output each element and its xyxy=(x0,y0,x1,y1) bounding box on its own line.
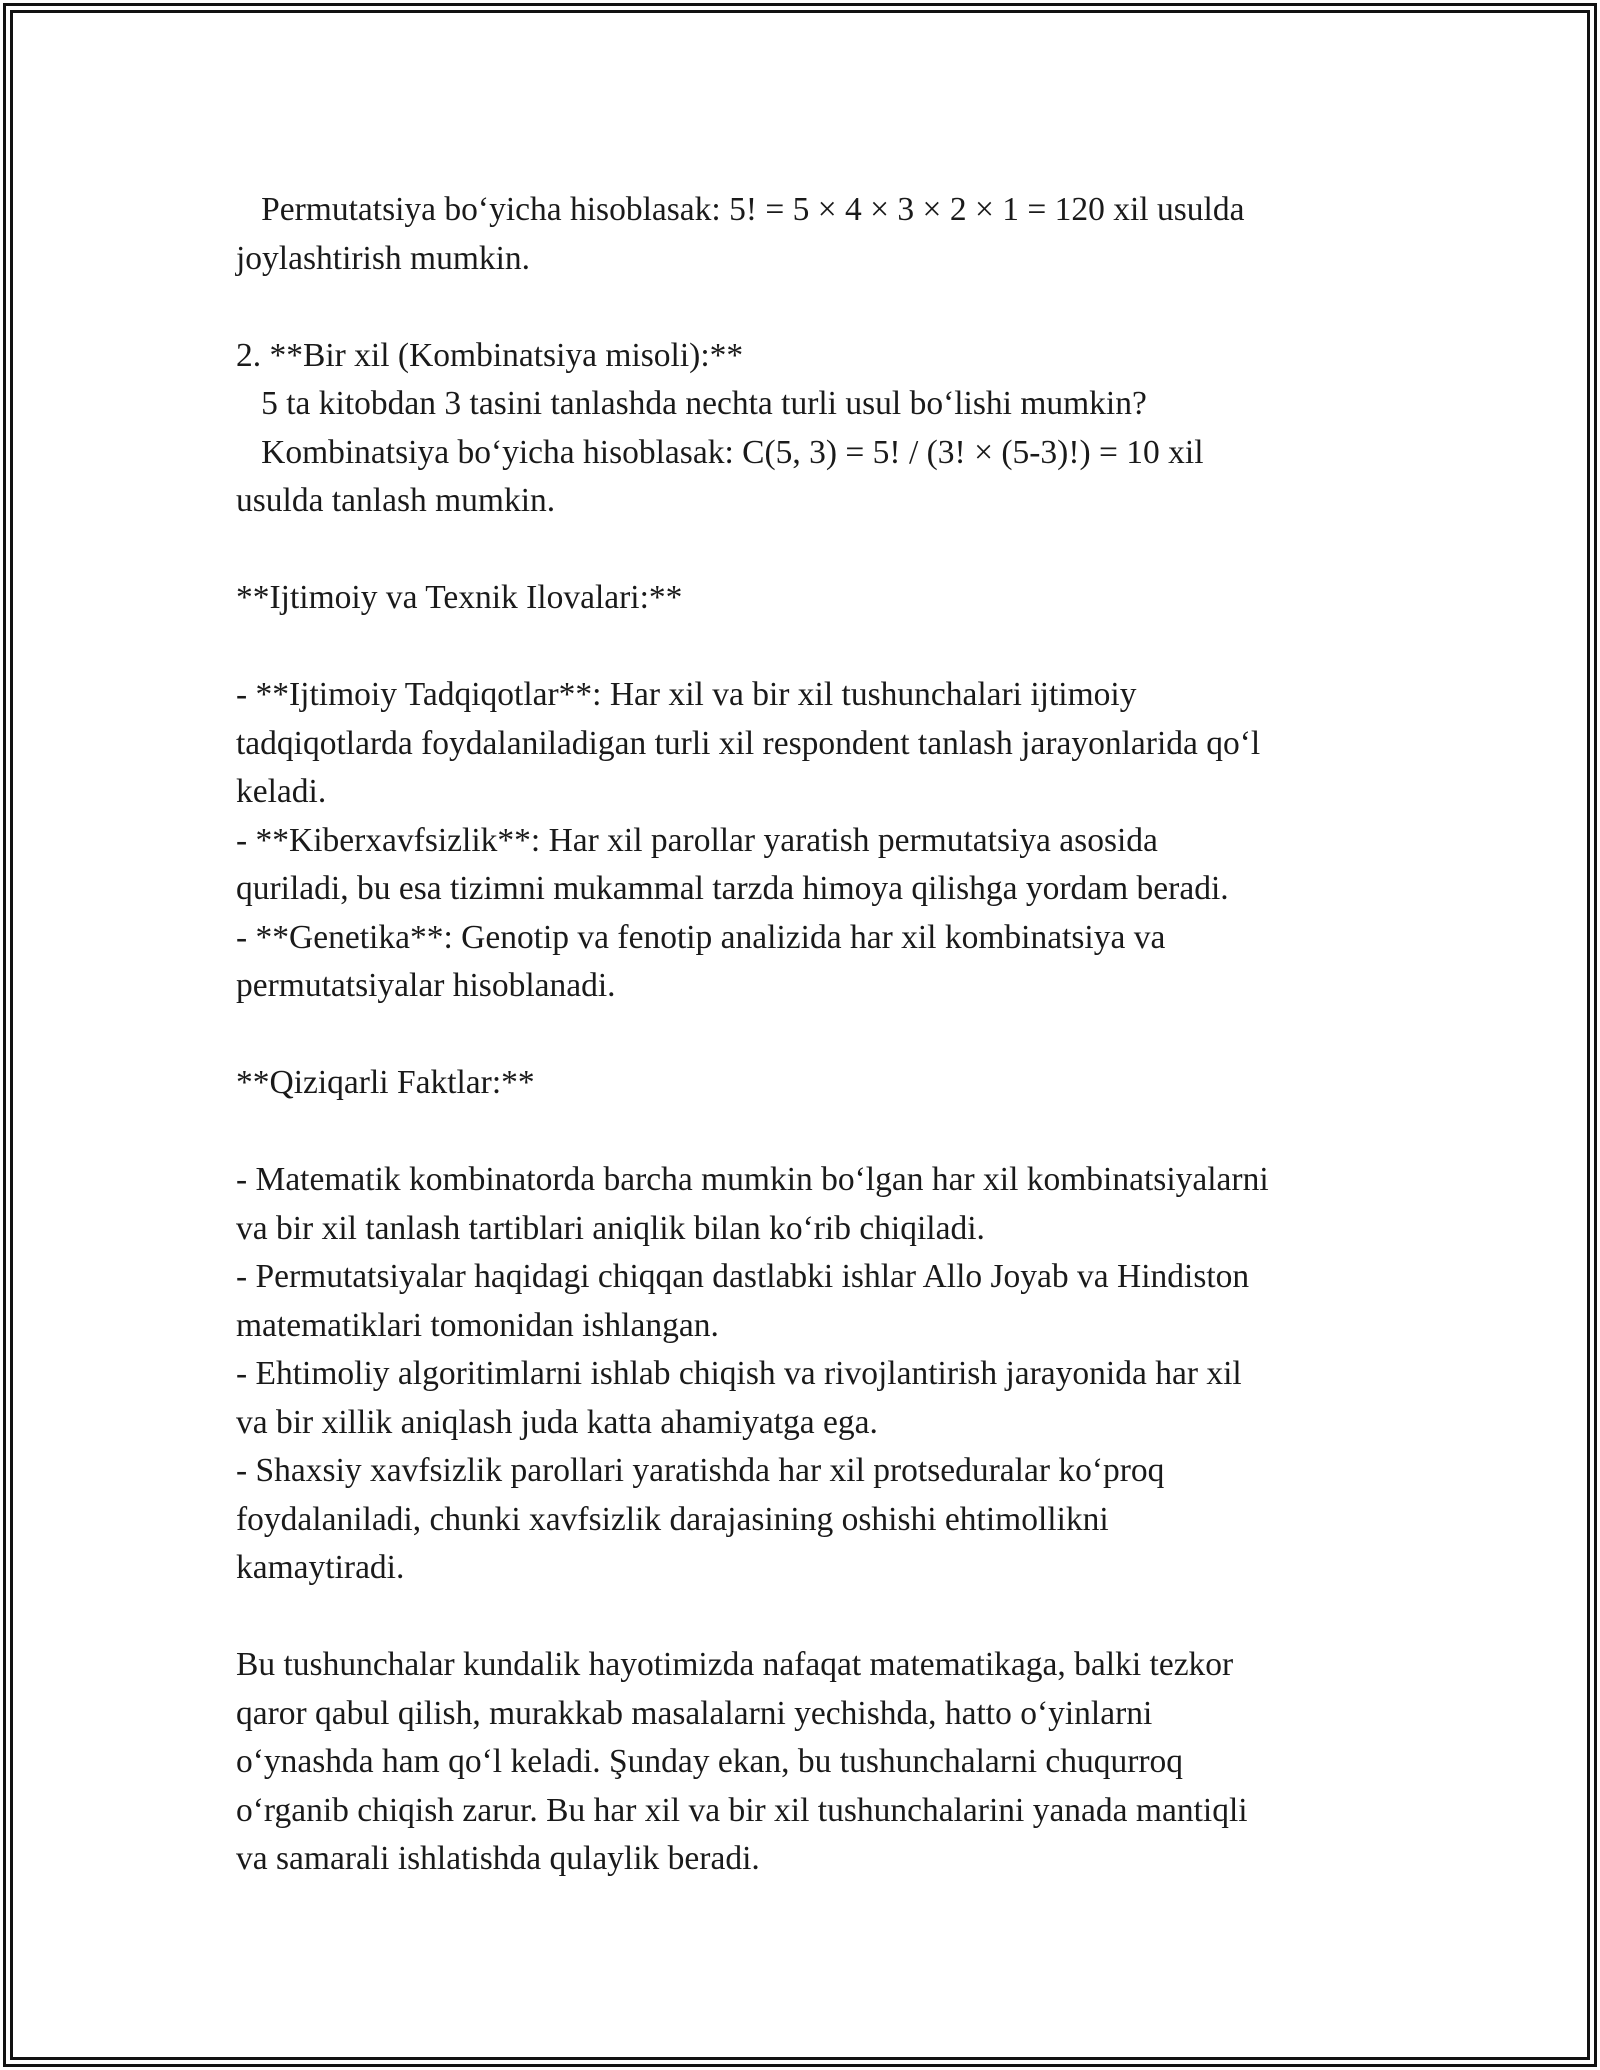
text-line: va bir xil tanlash tartiblari aniqlik bilan ko‘rib chiqiladi. xyxy=(236,1209,985,1247)
text-line: - Shaxsiy xavfsizlik parollari yaratishda har xil protseduralar ko‘proq xyxy=(236,1452,1165,1489)
text-line: quriladi, bu esa tizimni mukammal tarzda himoya qilishga yordam beradi. xyxy=(236,870,1229,907)
document-body xyxy=(236,186,1386,1884)
text-line: joylashtirish mumkin. xyxy=(236,239,531,277)
text-line: kamaytiradi. xyxy=(236,1549,405,1586)
blank-line xyxy=(236,1593,1386,1642)
text-line: va samarali ishlatishda qulaylik beradi. xyxy=(236,1840,760,1877)
text-line: o‘ynashda ham qo‘l keladi. Şunday ekan, bu tushunchalarni chuqurroq xyxy=(236,1743,1184,1780)
blank-line xyxy=(236,1011,1386,1060)
text-line: - **Genetika**: Genotip va fenotip analizida har xil kombinatsiya va xyxy=(236,918,1166,956)
text-line: matematiklari tomonidan ishlangan. xyxy=(236,1306,719,1344)
text-line: foydalaniladi, chunki xavfsizlik darajasining oshishi ehtimollikni xyxy=(236,1500,1109,1538)
text-line: 5 ta kitobdan 3 tasini tanlashda nechta turli usul bo‘lishi mumkin? xyxy=(236,385,1147,422)
blank-line xyxy=(236,283,1386,332)
text-line: 2. **Bir xil (Kombinatsiya misoli):** xyxy=(236,336,744,374)
text-line: - **Ijtimoiy Tadqiqotlar**: Har xil va bir xil tushunchalari ijtimoiy xyxy=(236,676,1137,713)
text-line: - Ehtimoliy algoritimlarni ishlab chiqish va rivojlantirish jarayonida har xil xyxy=(236,1355,1242,1392)
text-line: - Matematik kombinatorda barcha mumkin bo‘lgan har xil kombinatsiyalarni xyxy=(236,1161,1269,1198)
text-line: permutatsiyalar hisoblanadi. xyxy=(236,967,616,1004)
text-line: Permutatsiya bo‘yicha hisoblasak: 5! = 5 × 4 × 3 × 2 × 1 = 120 xil usulda xyxy=(236,191,1245,228)
text-line: Kombinatsiya bo‘yicha hisoblasak: C(5, 3) = 5! / (3! × (5-3)!) = 10 xil xyxy=(236,433,1204,471)
text-line: keladi. xyxy=(236,773,327,810)
text-line: qaror qabul qilish, murakkab masalalarni yechishda, hatto o‘yinlarni xyxy=(236,1694,1153,1732)
text-line: o‘rganib chiqish zarur. Bu har xil va bir xil tushunchalarini yanada mantiqli xyxy=(236,1791,1248,1829)
text-line: - **Kiberxavfsizlik**: Har xil parollar yaratish permutatsiya asosida xyxy=(236,821,1158,859)
text-line: Bu tushunchalar kundalik hayotimizda nafaqat matematikaga, balki tezkor xyxy=(236,1646,1234,1683)
blank-line xyxy=(236,623,1386,672)
blank-line xyxy=(236,526,1386,575)
text-line: tadqiqotlarda foydalaniladigan turli xil respondent tanlash jarayonlarida qo‘l xyxy=(236,724,1261,762)
text-line: - Permutatsiyalar haqidagi chiqqan dastlabki ishlar Allo Joyab va Hindiston xyxy=(236,1258,1250,1295)
text-line: **Ijtimoiy va Texnik Ilovalari:** xyxy=(236,579,683,616)
blank-line xyxy=(236,1108,1386,1157)
text-line: **Qiziqarli Faktlar:** xyxy=(236,1064,535,1101)
text-line: va bir xillik aniqlash juda katta ahamiyatga ega. xyxy=(236,1403,878,1441)
text-line: usulda tanlash mumkin. xyxy=(236,482,556,519)
